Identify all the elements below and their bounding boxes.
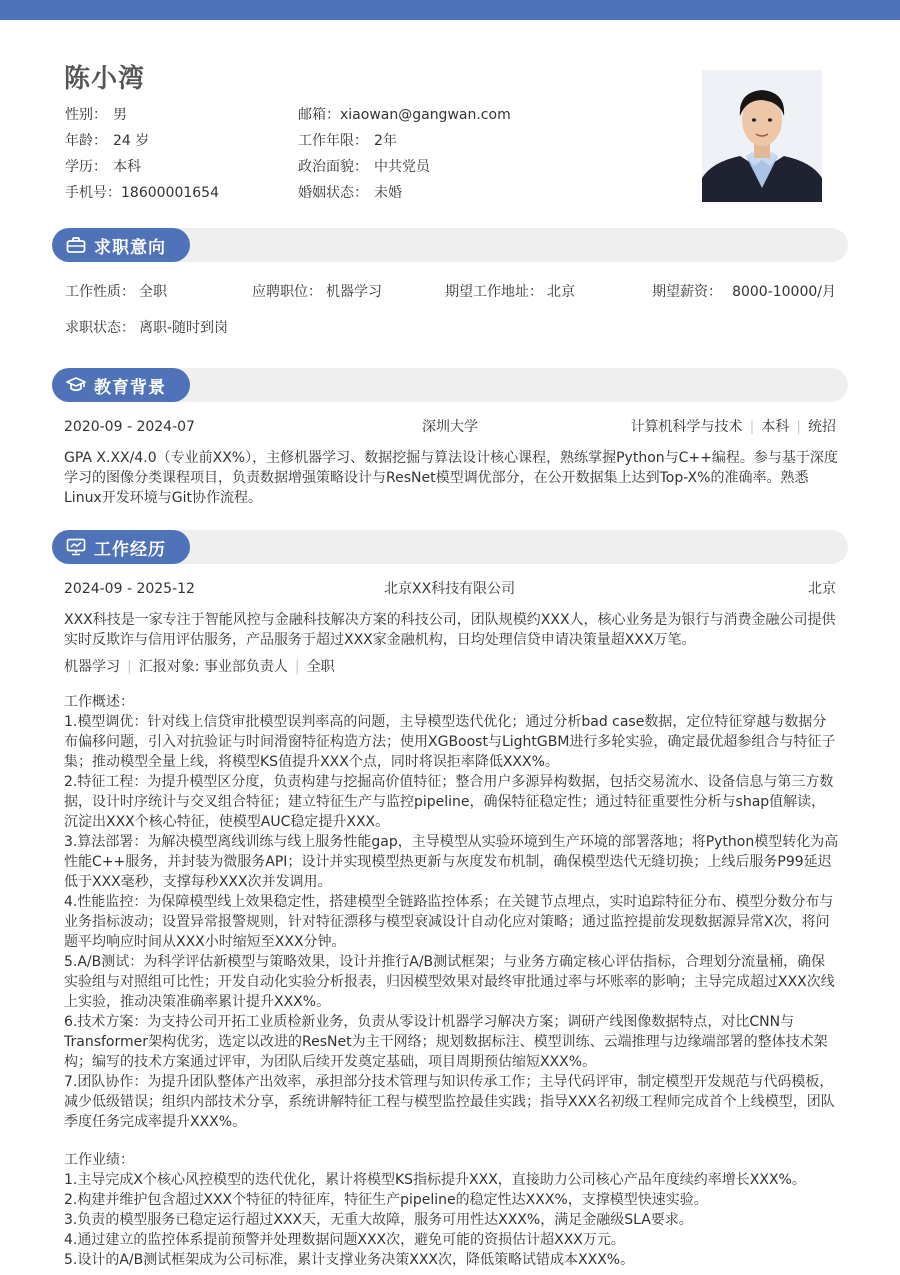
phone-info <box>65 183 219 203</box>
overview-item: 1.模型调优：针对线上信贷审批模型误判率高的问题，主导模型迭代优化；通过分析bad case数据，定位特征穿越与数据分布偏移问题，引入对抗验证与时间滑窗特征构造方法；使用XGBoost与LightGBM进行多轮实验，确定最优超参组合与特征子集；推动模型全量上线，将模型KS值提升XXX个点，同时将误拒率降低XXX%。 <box>64 714 836 770</box>
age-info <box>65 131 149 151</box>
achievement-item: 5.设计的A/B测试框架成为公司标准，累计支撑业务决策XXX次，降低策略试错成本XXX%。 <box>64 1252 635 1268</box>
company-name: 北京XX科技有限公司 <box>384 581 516 597</box>
work-nature-label: 工作性质： <box>65 284 135 300</box>
section-header-pill <box>52 368 190 402</box>
job-status <box>65 317 228 339</box>
work-tags <box>64 656 836 678</box>
achievement-item: 4.通过建立的监控体系提前预警并处理数据问题XXX次，避免可能的资损估计超XXX万元。 <box>64 1232 625 1248</box>
divider: | <box>294 659 300 675</box>
education-info <box>65 157 141 177</box>
apply-position-label: 应聘职位： <box>252 284 322 300</box>
apply-position <box>252 281 382 303</box>
overview-item: 4.性能监控：为保障模型线上效果稳定性，搭建模型全链路监控体系；在关键节点埋点，实时追踪特征分布、模型分数分布与业务指标波动；设置异常报警规则，针对特征漂移与模型衰减设计自动化应对策略；通过监控提前发现数据源异常X次，将问题平均响应时间从XXX小时缩短至XXX分钟。 <box>64 894 834 950</box>
section-work <box>52 530 848 564</box>
expected-salary-label: 期望薪资： <box>652 284 723 300</box>
job-status-label: 求职状态： <box>65 320 135 336</box>
education-period: 2020-09 - 2024-07 <box>64 419 195 435</box>
job-status-value: 离职-随时到岗 <box>139 320 229 336</box>
years-info <box>298 131 397 151</box>
expected-location-label: 期望工作地址： <box>445 284 543 300</box>
work-achievements <box>64 1150 839 1270</box>
work-summary-row <box>64 578 836 600</box>
work-nature-value: 全职 <box>139 284 167 300</box>
divider: | <box>749 419 755 435</box>
achievements-title: 工作业绩： <box>64 1152 134 1168</box>
section-header-pill <box>52 530 190 564</box>
tag-report-to: 汇报对象: 事业部负责人 <box>138 659 288 675</box>
achievement-item: 3.负责的模型服务已稳定运行超过XXX天，无重大故障，服务可用性达XXX%，满足金融级SLA要求。 <box>64 1212 693 1228</box>
briefcase-icon <box>66 236 86 254</box>
phone-value: 18600001654 <box>121 185 219 201</box>
expected-salary-value: 8000-10000/月 <box>732 284 836 300</box>
overview-item: 6.技术方案：为支持公司开拓工业质检新业务，负责从零设计机器学习解决方案；调研产线图像数据特点，对比CNN与Transformer架构优劣，选定以改进的ResNet为主干网络；规划数据标注、模型训练、云端推理与边缘端部署的整体技术架构；编写的技术方案通过评审，为团队后续开发奠定基础，项目周期预估缩短XXX%。 <box>64 1014 828 1070</box>
intent-row-2 <box>64 317 836 339</box>
section-title: 教育背景 <box>94 377 166 398</box>
graduation-cap-icon <box>66 376 86 394</box>
portrait-illustration <box>702 70 822 202</box>
overview-title: 工作概述： <box>64 694 134 710</box>
education-summary-row <box>64 416 836 438</box>
tag-employment-type: 全职 <box>306 659 335 675</box>
education-value: 本科 <box>113 159 141 175</box>
achievement-item: 1.主导完成X个核心风控模型的迭代优化，累计将模型KS指标提升XXX，直接助力公司核心产品年度续约率增长XXX%。 <box>64 1172 806 1188</box>
marital-info <box>298 183 402 203</box>
email-label: 邮箱： <box>298 107 340 123</box>
divider: | <box>127 659 132 675</box>
tag-role: 机器学习 <box>64 659 120 675</box>
overview-item: 7.团队协作：为提升团队整体产出效率，承担部分技术管理与知识传承工作；主导代码评审，制定模型开发规范与代码模板，减少低级错误；组织内部技术分享，系统讲解特征工程与模型监控最佳实践；指导XXX名初级工程师完成首个上线模型，团队季度任务完成率提升XXX%。 <box>64 1074 835 1130</box>
enrollment-type: 统招 <box>808 419 836 435</box>
section-title: 工作经历 <box>94 539 166 560</box>
expected-salary <box>652 281 836 303</box>
gender-info <box>65 105 127 125</box>
achievement-item: 2.构建并维护包含超过XXX个特征的特征库，特征生产pipeline的稳定性达XXX%，支撑模型快速实验。 <box>64 1192 708 1208</box>
section-header-pill <box>52 228 190 262</box>
age-value: 24 岁 <box>113 133 150 149</box>
political-info <box>298 157 430 177</box>
company-description: XXX科技是一家专注于智能风控与金融科技解决方案的科技公司，团队规模约XXX人，核心业务是为银行与消费金融公司提供实时反欺诈与信用评估服务，产品服务于超过XXX家金融机构，日均处理信贷申请决策量超XXX万笔。 <box>64 612 836 648</box>
degree: 本科 <box>761 419 790 435</box>
overview-item: 3.算法部署：为解决模型离线训练与线上服务性能gap，主导模型从实验环境到生产环境的部署落地；将Python模型转化为高性能C++服务，并封装为微服务API；设计并实现模型热更新与灰度发布机制，确保模型迭代无缝切换；上线后服务P99延迟低于XXX毫秒，支撑每秒XXX次并发调用。 <box>64 834 839 890</box>
intent-row-1 <box>64 281 836 303</box>
gender-label: 性别： <box>65 107 107 123</box>
work-city: 北京 <box>808 581 836 597</box>
expected-location-value: 北京 <box>547 284 575 300</box>
age-label: 年龄： <box>65 133 107 149</box>
profile-photo <box>702 70 822 202</box>
marital-value: 未婚 <box>374 185 402 201</box>
overview-item: 2.特征工程：为提升模型区分度，负责构建与挖掘高价值特征；整合用户多源异构数据，包括交易流水、设备信息与第三方数据，设计时序统计与交叉组合特征；建立特征生产与监控pipeline，确保特征稳定性；通过特征重要性分析与shap值解读，沉淀出XXX个核心特征，使模型AUC稳定提升XXX。 <box>64 774 834 830</box>
gender-value: 男 <box>113 107 127 123</box>
divider: | <box>796 419 801 435</box>
marital-label: 婚姻状态： <box>298 185 368 201</box>
section-title: 求职意向 <box>94 237 166 258</box>
top-accent-bar <box>0 0 900 20</box>
apply-position-value: 机器学习 <box>326 284 382 300</box>
political-value: 中共党员 <box>374 159 430 175</box>
phone-label: 手机号： <box>65 185 121 201</box>
years-value: 2年 <box>374 133 397 149</box>
presentation-board-icon <box>66 538 86 556</box>
overview-item: 5.A/B测试：为科学评估新模型与策略效果，设计并推行A/B测试框架；与业务方确定核心评估指标，合理划分流量桶，确保实验组与对照组可比性；开发自动化实验分析报表，归因模型效果对最终审批通过率与坏账率的影响；主导完成超过XXX次线上实验，推动决策准确率累计提升XXX%。 <box>64 954 835 1010</box>
expected-location <box>445 281 575 303</box>
section-education <box>52 368 848 402</box>
email-value[interactable]: xiaowan@gangwan.com <box>340 107 511 123</box>
school-name: 深圳大学 <box>422 419 478 435</box>
work-nature <box>65 281 167 303</box>
political-label: 政治面貌： <box>298 159 368 175</box>
work-period: 2024-09 - 2025-12 <box>64 581 195 597</box>
candidate-name: 陈小湾 <box>64 64 146 94</box>
work-overview <box>64 692 839 1132</box>
education-description: GPA X.XX/4.0（专业前XX%），主修机器学习、数据挖掘与算法设计核心课程，熟练掌握Python与C++编程。参与基于深度学习的图像分类课程项目，负责数据增强策略设计与ResNet模型调优部分，在公开数据集上达到Top-X%的准确率。熟悉Linux开发环境与Git协作流程。 <box>64 450 838 506</box>
section-job-intent <box>52 228 848 262</box>
major: 计算机科学与技术 <box>630 419 743 435</box>
email-info <box>298 105 511 125</box>
years-label: 工作年限： <box>298 133 368 149</box>
education-details <box>631 416 836 438</box>
education-label: 学历： <box>65 159 107 175</box>
